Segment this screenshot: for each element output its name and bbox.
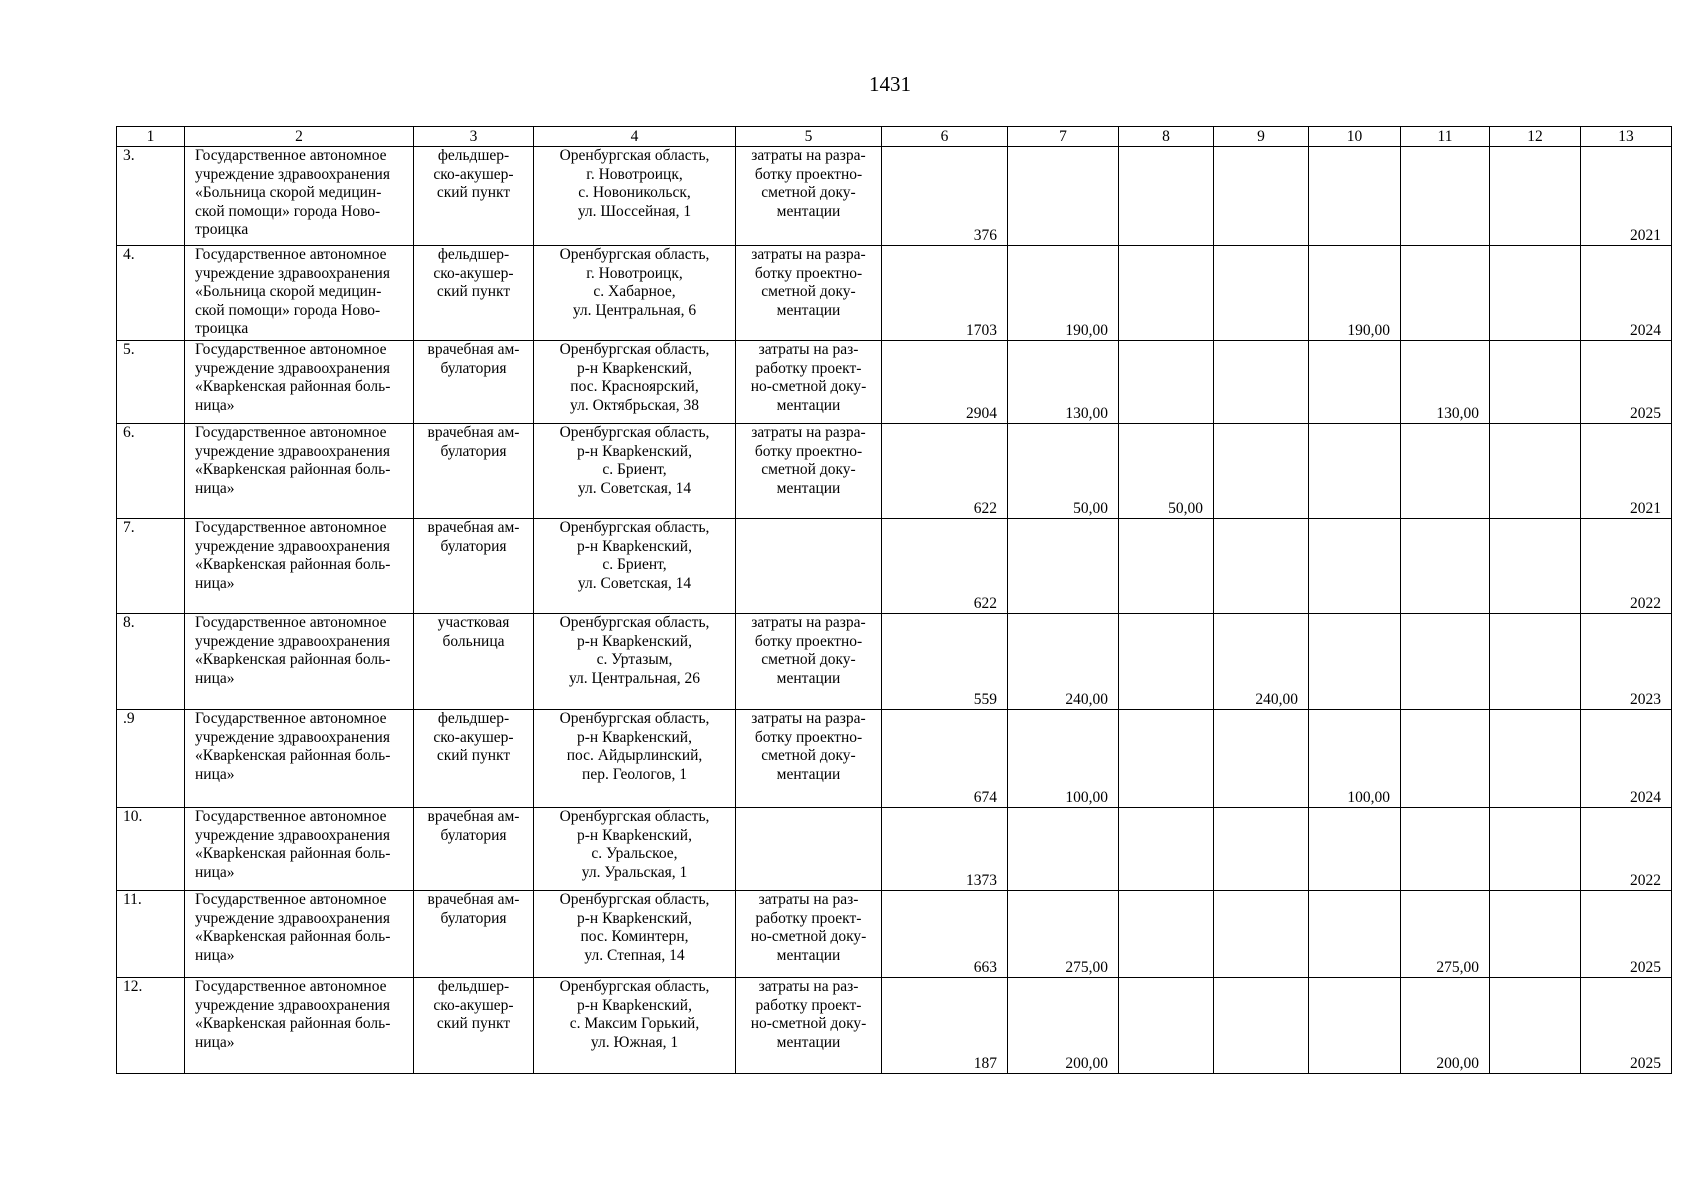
table-row: [117, 891, 1672, 978]
col10-value: 100,00: [1309, 710, 1401, 808]
purpose-cell: затраты на разра- ботку проектно- сметной доку- ментации: [736, 424, 882, 519]
address-cell: Оренбургская область, р-н Кварkенский, с. Уртазым, ул. Центральная, 26: [534, 614, 736, 710]
header-cell: 13: [1581, 127, 1672, 147]
col12-value: [1490, 246, 1581, 341]
col9-value: [1214, 808, 1309, 891]
institution-cell: Государственное автономное учреждение здравоохранения «Кварkенская районная боль- ница»: [185, 808, 414, 891]
purpose-cell: затраты на разра- ботку проектно- сметной доку- ментации: [736, 710, 882, 808]
col8-value: [1119, 710, 1214, 808]
header-cell: 3: [414, 127, 534, 147]
table-row: [117, 710, 1672, 808]
table-row: [117, 519, 1672, 614]
year-cell: 2022: [1581, 519, 1672, 614]
row-number: .9: [117, 710, 185, 808]
purpose-cell: затраты на разра- ботку проектно- сметной доку- ментации: [736, 147, 882, 246]
row-number: 11.: [117, 891, 185, 978]
year-cell: 2025: [1581, 891, 1672, 978]
col10-value: [1309, 978, 1401, 1074]
institution-cell: Государственное автономное учреждение здравоохранения «Кварkенская районная боль- ница»: [185, 424, 414, 519]
col6-value: 663: [882, 891, 1008, 978]
col8-value: [1119, 891, 1214, 978]
col9-value: [1214, 424, 1309, 519]
facility-type-cell: фельдшер- ско-акушер- ский пункт: [414, 246, 534, 341]
col9-value: [1214, 978, 1309, 1074]
col6-value: 1703: [882, 246, 1008, 341]
address-cell: Оренбургская область, р-н Кварkенский, пос. Красноярский, ул. Октябрьская, 38: [534, 341, 736, 424]
year-cell: 2025: [1581, 341, 1672, 424]
facility-type-cell: фельдшер- ско-акушер- ский пункт: [414, 710, 534, 808]
col10-value: [1309, 147, 1401, 246]
header-cell: 11: [1401, 127, 1490, 147]
col12-value: [1490, 808, 1581, 891]
table-row: [117, 147, 1672, 246]
col12-value: [1490, 614, 1581, 710]
row-number: 12.: [117, 978, 185, 1074]
purpose-cell: [736, 808, 882, 891]
col10-value: 190,00: [1309, 246, 1401, 341]
header-cell: 10: [1309, 127, 1401, 147]
col6-value: 2904: [882, 341, 1008, 424]
col11-value: [1401, 246, 1490, 341]
col8-value: [1119, 147, 1214, 246]
table-row: [117, 614, 1672, 710]
col7-value: 200,00: [1008, 978, 1119, 1074]
institution-cell: Государственное автономное учреждение здравоохранения «Кварkенская районная боль- ница»: [185, 519, 414, 614]
col8-value: [1119, 246, 1214, 341]
institution-cell: Государственное автономное учреждение здравоохранения «Кварkенская районная боль- ница»: [185, 710, 414, 808]
year-cell: 2023: [1581, 614, 1672, 710]
header-cell: 1: [117, 127, 185, 147]
header-cell: 7: [1008, 127, 1119, 147]
row-number: 5.: [117, 341, 185, 424]
row-number: 7.: [117, 519, 185, 614]
header-cell: 5: [736, 127, 882, 147]
facility-type-cell: врачебная ам- булатория: [414, 341, 534, 424]
col7-value: [1008, 519, 1119, 614]
col7-value: 240,00: [1008, 614, 1119, 710]
col7-value: 130,00: [1008, 341, 1119, 424]
purpose-cell: затраты на раз- работку проект- но-сметной доку- ментации: [736, 978, 882, 1074]
col8-value: [1119, 519, 1214, 614]
address-cell: Оренбургская область, р-н Кварkенский, пос. Айдырлинский, пер. Геологов, 1: [534, 710, 736, 808]
col10-value: [1309, 614, 1401, 710]
col6-value: 622: [882, 424, 1008, 519]
col7-value: [1008, 147, 1119, 246]
col11-value: 130,00: [1401, 341, 1490, 424]
col12-value: [1490, 891, 1581, 978]
col9-value: [1214, 147, 1309, 246]
institution-cell: Государственное автономное учреждение здравоохранения «Кварkенская районная боль- ница»: [185, 978, 414, 1074]
facility-type-cell: врачебная ам- булатория: [414, 424, 534, 519]
col11-value: [1401, 710, 1490, 808]
header-cell: 12: [1490, 127, 1581, 147]
col9-value: [1214, 710, 1309, 808]
data-table: [116, 126, 1672, 1074]
header-cell: 2: [185, 127, 414, 147]
col6-value: 559: [882, 614, 1008, 710]
header-cell: 4: [534, 127, 736, 147]
col9-value: [1214, 519, 1309, 614]
col6-value: 187: [882, 978, 1008, 1074]
header-cell: 8: [1119, 127, 1214, 147]
facility-type-cell: фельдшер- ско-акушер- ский пункт: [414, 978, 534, 1074]
table-row: [117, 808, 1672, 891]
purpose-cell: затраты на разра- ботку проектно- сметной доку- ментации: [736, 246, 882, 341]
row-number: 6.: [117, 424, 185, 519]
col6-value: 376: [882, 147, 1008, 246]
col11-value: 200,00: [1401, 978, 1490, 1074]
facility-type-cell: врачебная ам- булатория: [414, 519, 534, 614]
col12-value: [1490, 424, 1581, 519]
col8-value: [1119, 341, 1214, 424]
col11-value: 275,00: [1401, 891, 1490, 978]
year-cell: 2024: [1581, 710, 1672, 808]
year-cell: 2024: [1581, 246, 1672, 341]
address-cell: Оренбургская область, г. Новотроицк, с. Хабарное, ул. Центральная, 6: [534, 246, 736, 341]
col8-value: [1119, 808, 1214, 891]
year-cell: 2025: [1581, 978, 1672, 1074]
col10-value: [1309, 891, 1401, 978]
institution-cell: Государственное автономное учреждение здравоохранения «Кварkенская районная боль- ница»: [185, 891, 414, 978]
table-row: [117, 341, 1672, 424]
institution-cell: Государственное автономное учреждение здравоохранения «Больница скорой медицин- ской помощи» города Ново- троицка: [185, 246, 414, 341]
col11-value: [1401, 808, 1490, 891]
col8-value: [1119, 978, 1214, 1074]
institution-cell: Государственное автономное учреждение здравоохранения «Кварkенская районная боль- ница»: [185, 341, 414, 424]
facility-type-cell: врачебная ам- булатория: [414, 891, 534, 978]
table-row: [117, 246, 1672, 341]
institution-cell: Государственное автономное учреждение здравоохранения «Кварkенская районная боль- ница»: [185, 614, 414, 710]
col10-value: [1309, 519, 1401, 614]
table-row: [117, 978, 1672, 1074]
col11-value: [1401, 614, 1490, 710]
year-cell: 2022: [1581, 808, 1672, 891]
purpose-cell: затраты на раз- работку проект- но-сметной доку- ментации: [736, 891, 882, 978]
col7-value: 190,00: [1008, 246, 1119, 341]
address-cell: Оренбургская область, г. Новотроицк, с. Новоникольск, ул. Шоссейная, 1: [534, 147, 736, 246]
year-cell: 2021: [1581, 147, 1672, 246]
col9-value: [1214, 341, 1309, 424]
address-cell: Оренбургская область, р-н Кварkенский, с. Уральское, ул. Уральская, 1: [534, 808, 736, 891]
col10-value: [1309, 424, 1401, 519]
col6-value: 1373: [882, 808, 1008, 891]
facility-type-cell: фельдшер- ско-акушер- ский пункт: [414, 147, 534, 246]
col6-value: 622: [882, 519, 1008, 614]
row-number: 10.: [117, 808, 185, 891]
col11-value: [1401, 424, 1490, 519]
address-cell: Оренбургская область, р-н Кварkенский, с. Максим Горький, ул. Южная, 1: [534, 978, 736, 1074]
col12-value: [1490, 519, 1581, 614]
col11-value: [1401, 519, 1490, 614]
row-number: 8.: [117, 614, 185, 710]
table-row: [117, 424, 1672, 519]
header-cell: 6: [882, 127, 1008, 147]
purpose-cell: затраты на раз- работку проект- но-сметной доку- ментации: [736, 341, 882, 424]
purpose-cell: [736, 519, 882, 614]
col10-value: [1309, 341, 1401, 424]
col12-value: [1490, 341, 1581, 424]
col12-value: [1490, 147, 1581, 246]
col9-value: 240,00: [1214, 614, 1309, 710]
col10-value: [1309, 808, 1401, 891]
col7-value: 100,00: [1008, 710, 1119, 808]
header-cell: 9: [1214, 127, 1309, 147]
col12-value: [1490, 710, 1581, 808]
col6-value: 674: [882, 710, 1008, 808]
col7-value: 275,00: [1008, 891, 1119, 978]
institution-cell: Государственное автономное учреждение здравоохранения «Больница скорой медицин- ской помощи» города Ново- троицка: [185, 147, 414, 246]
col11-value: [1401, 147, 1490, 246]
facility-type-cell: участковая больница: [414, 614, 534, 710]
purpose-cell: затраты на разра- ботку проектно- сметной доку- ментации: [736, 614, 882, 710]
facility-type-cell: врачебная ам- булатория: [414, 808, 534, 891]
col7-value: [1008, 808, 1119, 891]
page-number: 1431: [869, 72, 911, 96]
col7-value: 50,00: [1008, 424, 1119, 519]
col8-value: [1119, 614, 1214, 710]
address-cell: Оренбургская область, р-н Кварkенский, с. Бриент, ул. Советская, 14: [534, 424, 736, 519]
col9-value: [1214, 246, 1309, 341]
header-row: [117, 127, 1672, 147]
address-cell: Оренбургская область, р-н Кварkенский, с. Бриент, ул. Советская, 14: [534, 519, 736, 614]
address-cell: Оренбургская область, р-н Кварkенский, пос. Коминтерн, ул. Степная, 14: [534, 891, 736, 978]
col12-value: [1490, 978, 1581, 1074]
row-number: 3.: [117, 147, 185, 246]
col8-value: 50,00: [1119, 424, 1214, 519]
col9-value: [1214, 891, 1309, 978]
row-number: 4.: [117, 246, 185, 341]
year-cell: 2021: [1581, 424, 1672, 519]
